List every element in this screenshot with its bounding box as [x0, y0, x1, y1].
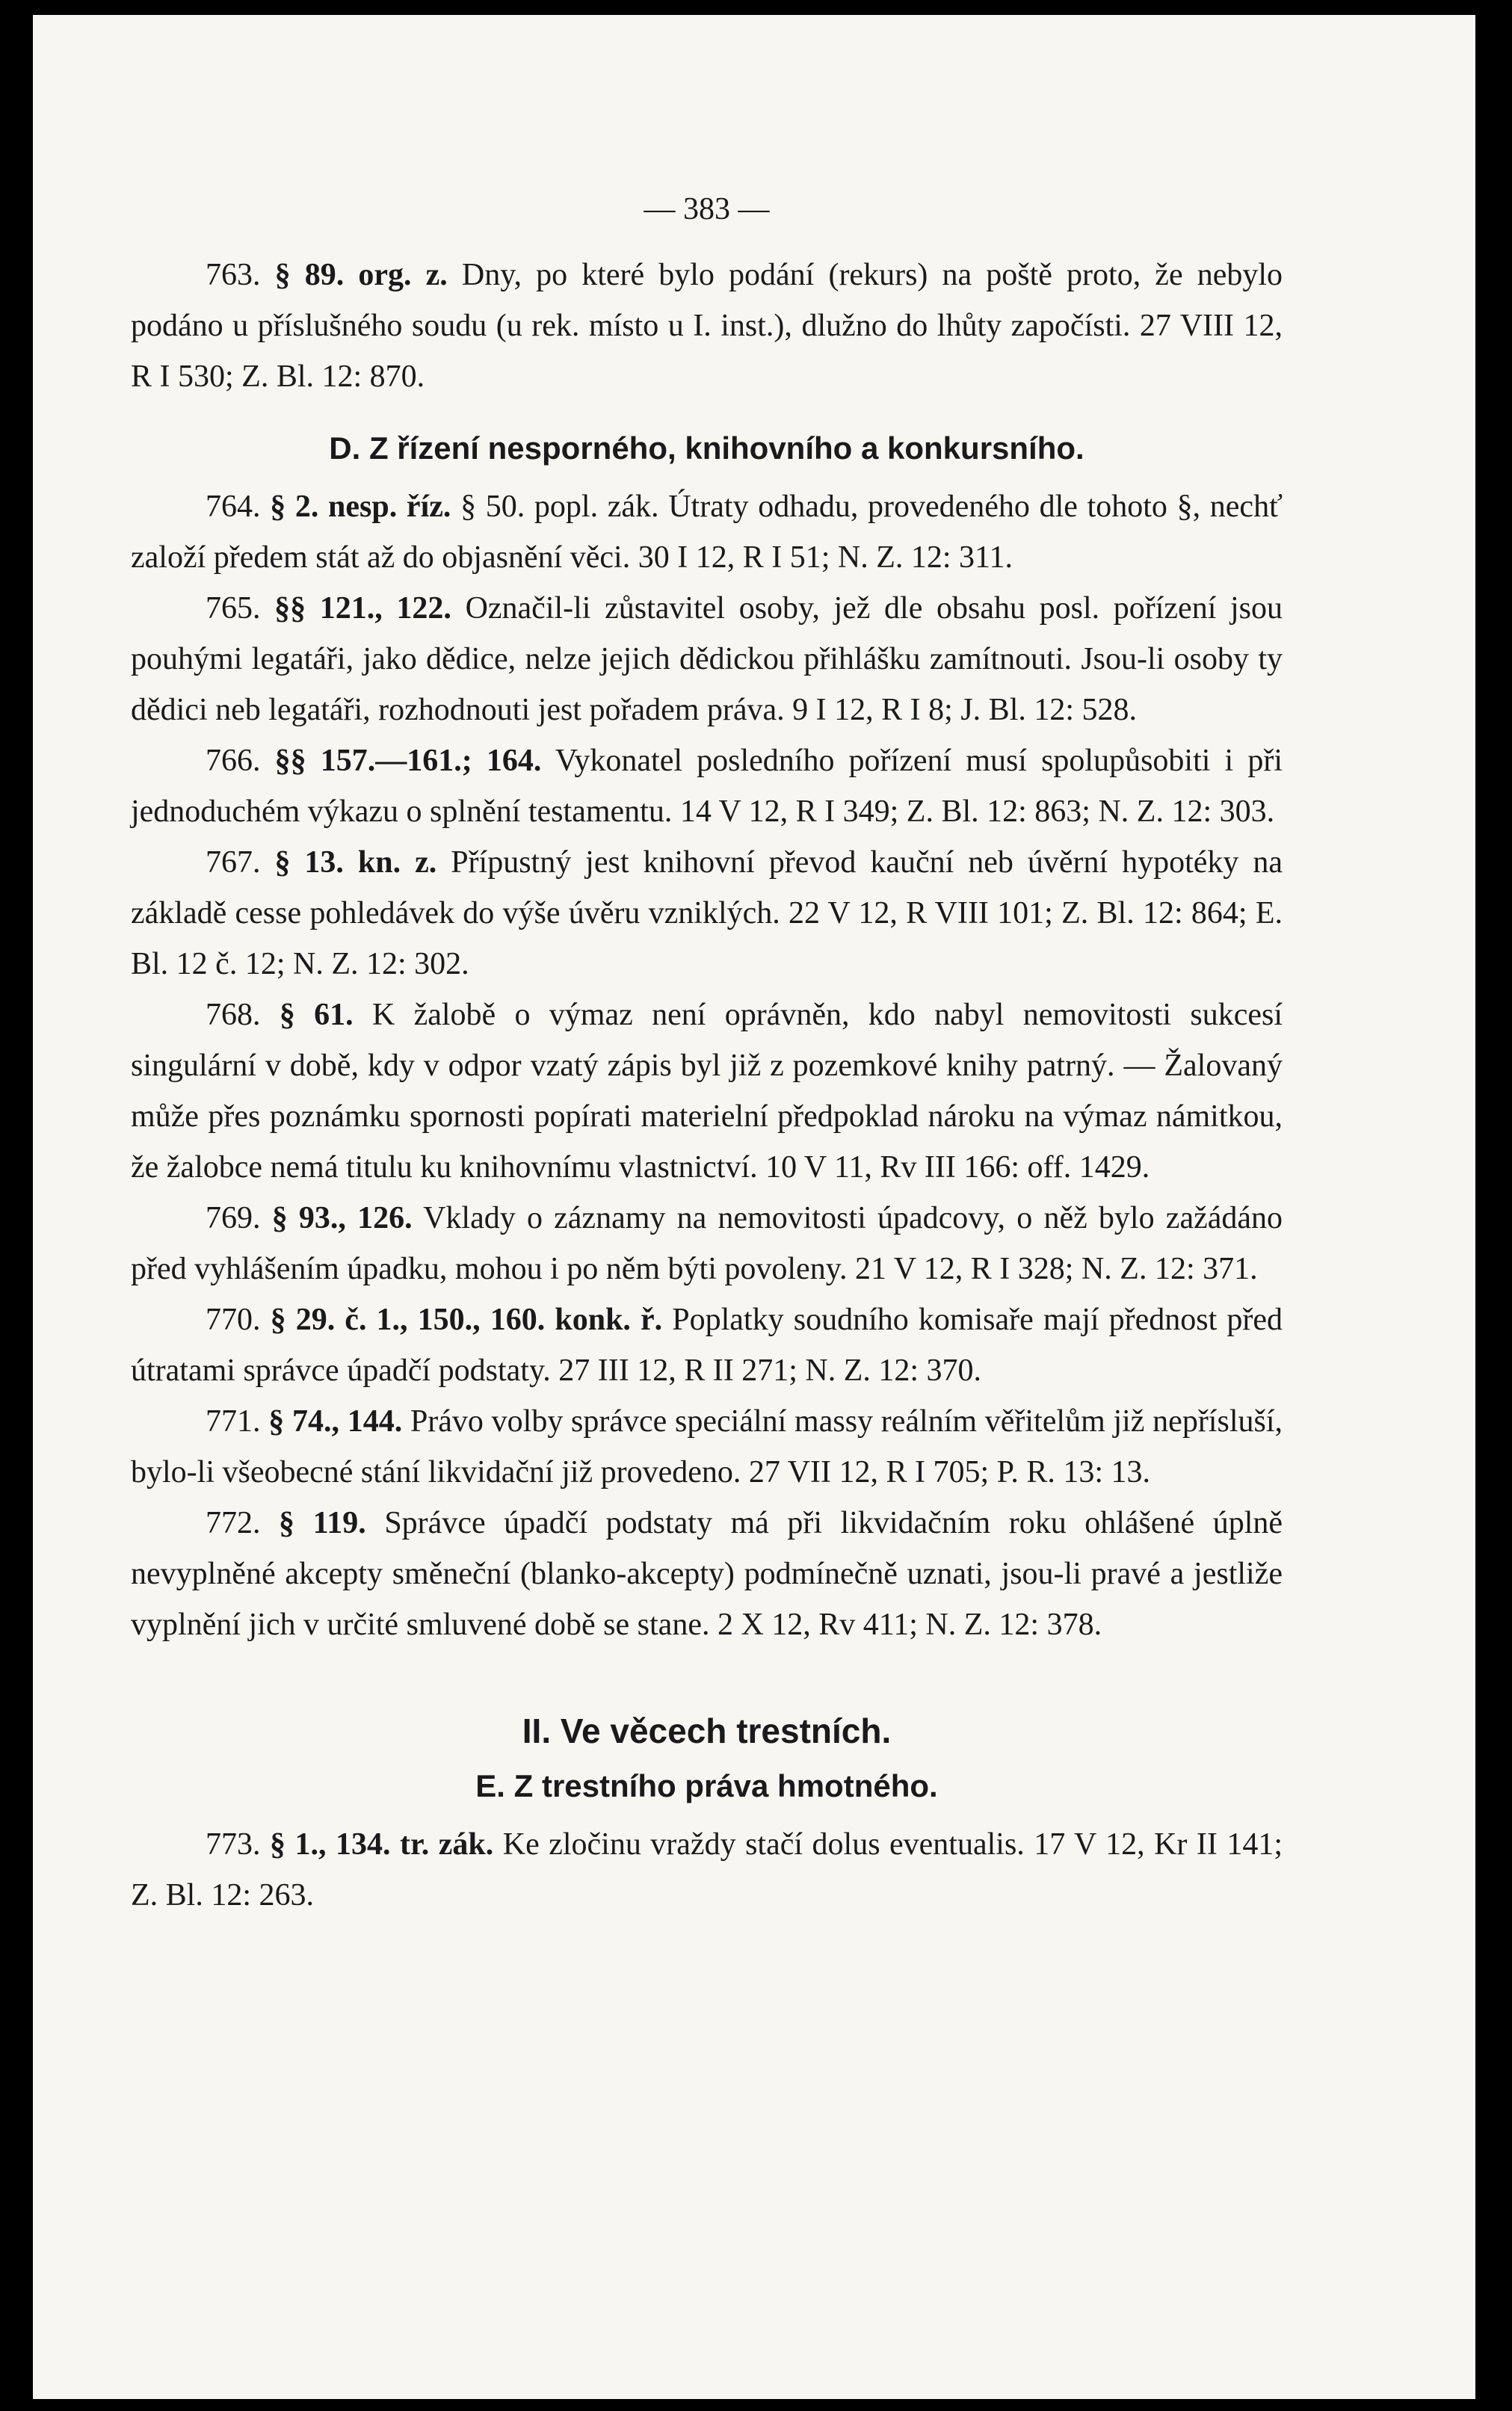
entry-number: 770. [206, 1303, 261, 1337]
entry-reference: § 13. kn. z. [274, 845, 437, 880]
entry-765 [131, 583, 1283, 735]
entry-text: Právo volby správce speciální massy reálním věřitelům již nepřísluší, bylo-li všeobecné stání likvidační již provedeno. 27 VII 12, R I 705; P. R. 13: 13. [131, 1404, 1283, 1489]
entry-769 [131, 1193, 1283, 1294]
entry-text: Vklady o záznamy na nemovitosti úpadcovy, o něž bylo zažádáno před vyhlášením úpadku, mohou i po něm býti povoleny. 21 V 12, R I 328; N. Z. 12: 371. [131, 1201, 1283, 1286]
page-number: — 383 — [644, 192, 770, 226]
entry-770 [131, 1294, 1283, 1396]
entry-text: Správce úpadčí podstaty má při likvidačním roku ohlášené úplně nevyplněné akcepty směneční (blanko-akcepty) podmínečně uznati, jsou-li pravé a jestliže vyplnění jich v určité smluvené době se stane. 2 X 12, Rv 411; N. Z. 12: 378. [131, 1506, 1283, 1642]
entry-773 [131, 1819, 1283, 1921]
entry-text: Dny, po které bylo podání (rekurs) na poště proto, že nebylo podáno u příslušného soudu (u rek. místo u I. inst.), dlužno do lhůty započísti. 27 VIII 12, R I 530; Z. Bl. 12: 870. [131, 258, 1283, 394]
entry-text: Vykonatel posledního pořízení musí spolupůsobiti i při jednoduchém výkazu o splnění testamentu. 14 V 12, R I 349; Z. Bl. 12: 863; N. Z. 12: 303. [131, 744, 1283, 829]
entries-block-2 [131, 481, 1283, 1650]
entry-reference: § 29. č. 1., 150., 160. konk. ř. [270, 1303, 663, 1337]
entry-text: Poplatky soudního komisaře mají přednost před útratami správce úpadčí podstaty. 27 III 12, R II 271; N. Z. 12: 370. [131, 1303, 1283, 1388]
entry-766 [131, 735, 1283, 837]
book-page [33, 15, 1475, 2399]
section-heading-e: E. Z trestního práva hmotného. [475, 1768, 938, 1803]
section-heading-d: D. Z řízení nesporného, knihovního a konkursního. [329, 430, 1084, 466]
entry-reference: §§ 121., 122. [274, 591, 451, 626]
entry-text: Ke zločinu vraždy stačí dolus eventualis. 17 V 12, Kr II 141; Z. Bl. 12: 263. [131, 1827, 1283, 1913]
entries-block-3 [131, 1819, 1283, 1921]
entry-number: 764. [206, 490, 261, 524]
entry-reference: § 89. org. z. [274, 258, 448, 292]
entry-reference: § 119. [279, 1506, 366, 1540]
entry-number: 767. [206, 845, 261, 880]
entry-number: 769. [206, 1201, 261, 1235]
entry-reference: § 1., 134. tr. zák. [270, 1827, 494, 1862]
entry-number: 765. [206, 591, 261, 626]
entry-number: 773. [206, 1827, 261, 1862]
entry-text: Přípustný jest knihovní převod kauční neb úvěrní hypotéky na základě cesse pohledávek do výše úvěru vzniklých. 22 V 12, R VIII 101; Z. Bl. 12: 864; E. Bl. 12 č. 12; N. Z. 12: 302. [131, 845, 1283, 981]
entry-number: 768. [206, 998, 261, 1032]
entry-number: 766. [206, 744, 261, 778]
entry-reference: § 93., 126. [271, 1201, 413, 1235]
entry-reference: §§ 157.—161.; 164. [274, 744, 542, 778]
entry-772 [131, 1498, 1283, 1650]
entry-764 [131, 481, 1283, 583]
entry-text: § 50. popl. zák. Útraty odhadu, provedeného dle tohoto §, nechť založí předem stát až do objasnění věci. 30 I 12, R I 51; N. Z. 12: 311. [131, 490, 1283, 575]
entry-text: Označil-li zůstavitel osoby, jež dle obsahu posl. pořízení jsou pouhými legatáři, jako dědice, nelze jejich dědickou přihlášku zamítnouti. Jsou-li osoby ty dědici neb legatáři, rozhodnouti jest pořadem práva. 9 I 12, R I 8; J. Bl. 12: 528. [131, 591, 1283, 727]
entry-number: 771. [206, 1404, 261, 1439]
part-heading-ii: II. Ve věcech trestních. [522, 1711, 892, 1750]
entry-reference: § 61. [279, 998, 354, 1032]
entry-768 [131, 990, 1283, 1193]
entry-number: 763. [206, 258, 261, 292]
entry-763 [131, 250, 1283, 402]
entry-reference: § 2. nesp. říz. [270, 490, 451, 524]
entry-reference: § 74., 144. [268, 1404, 403, 1439]
entry-767 [131, 837, 1283, 990]
entry-number: 772. [206, 1506, 261, 1540]
entry-text: K žalobě o výmaz není oprávněn, kdo nabyl nemovitosti sukcesí singulární v době, kdy v odpor vzatý zápis byl již z pozemkové knihy patrný. — Žalovaný může přes poznámku spornosti popírati materielní předpoklad nároku na výmaz námitkou, že žalobce nemá titulu ku knihovnímu vlastnictví. 10 V 11, Rv III 166: off. 1429. [131, 998, 1283, 1185]
page-content [131, 187, 1283, 1921]
entry-771 [131, 1396, 1283, 1498]
entries-block-1 [131, 250, 1283, 402]
